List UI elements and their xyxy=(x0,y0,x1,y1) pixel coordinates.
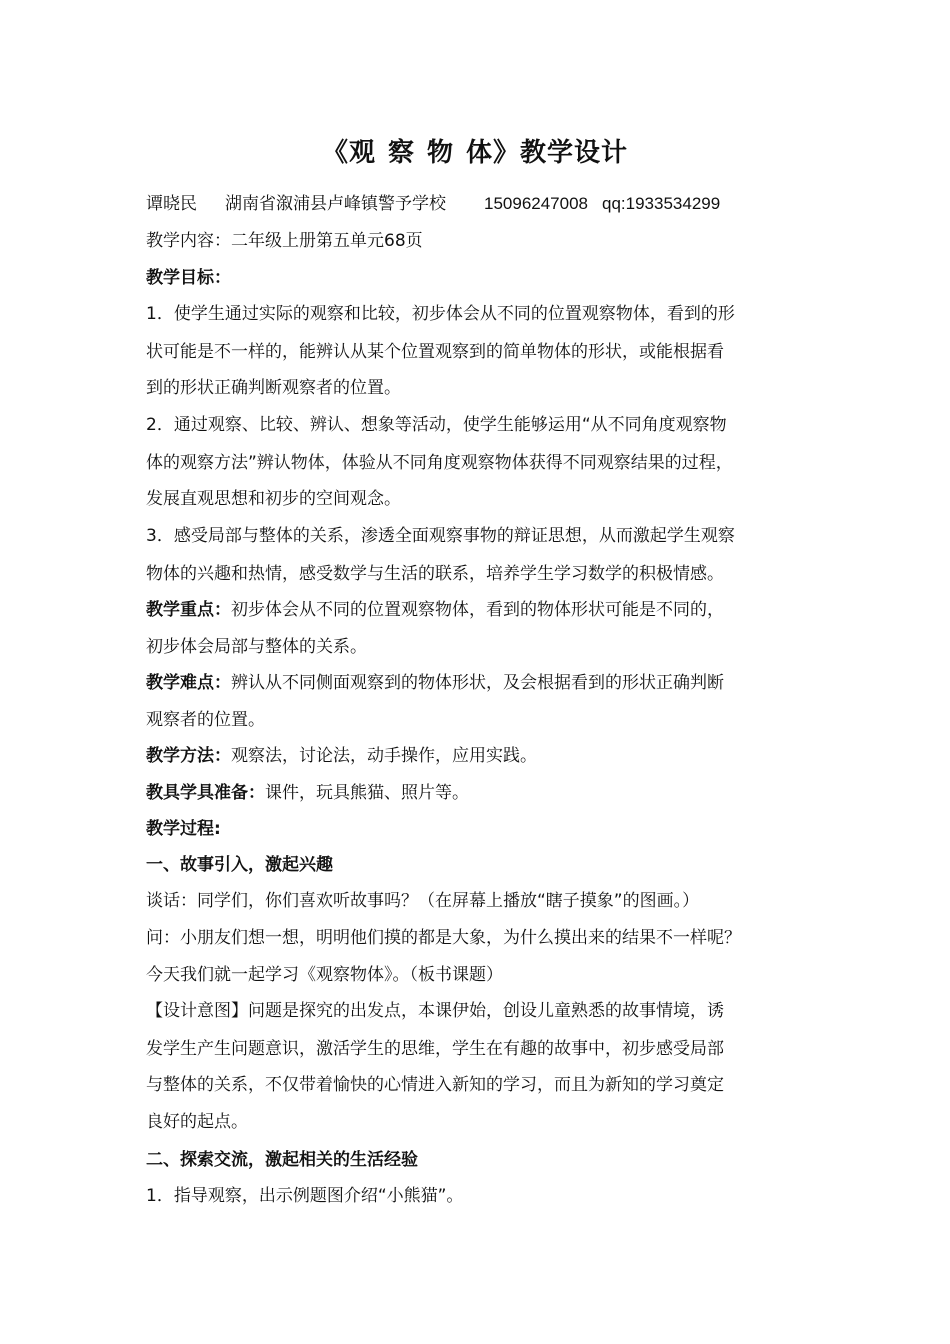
design-intent-line-3: 与整体的关系，不仅带着愉快的心情进入新知的学习，而且为新知的学习奠定 xyxy=(146,1075,724,1095)
key-points-label: 教学重点： xyxy=(146,600,231,620)
design-intent-line-4: 良好的起点。 xyxy=(146,1112,248,1132)
key-points-line xyxy=(146,598,724,622)
section-1-heading: 一、故事引入，激起兴趣 xyxy=(146,855,333,875)
title-part-3: 物 xyxy=(427,138,455,168)
author-school: 湖南省溆浦县卢峰镇警予学校 xyxy=(225,194,446,214)
tools-line xyxy=(146,781,469,805)
objective-line-7: 3．感受局部与整体的关系，渗透全面观察事物的辩证思想，从而激起学生观察 xyxy=(146,526,735,546)
tools-label: 教具学具准备： xyxy=(146,783,265,803)
difficulties-label: 教学难点： xyxy=(146,673,231,693)
content-value: 二年级上册第五单元68页 xyxy=(231,231,423,251)
objective-line-8: 物体的兴趣和热情，感受数学与生活的联系，培养学生学习数学的积极情感。 xyxy=(146,564,724,584)
process-heading: 教学过程: xyxy=(146,819,221,839)
key-points-line-2: 初步体会局部与整体的关系。 xyxy=(146,637,367,657)
author-name: 谭晓民 xyxy=(146,194,197,214)
title-part-1: 《观 xyxy=(321,138,376,168)
content-line xyxy=(146,229,423,253)
objectives-heading: 教学目标： xyxy=(146,268,231,288)
design-intent-line-2: 发学生产生问题意识，激活学生的思维，学生在有趣的故事中，初步感受局部 xyxy=(146,1039,724,1059)
talk-line: 谈话：同学们，你们喜欢听故事吗？（在屏幕上播放“瞎子摸象”的图画。） xyxy=(146,891,700,911)
objective-line-2: 状可能是不一样的，能辨认从某个位置观察到的简单物体的形状，或能根据看 xyxy=(146,342,724,362)
methods-value: 观察法，讨论法，动手操作，应用实践。 xyxy=(231,746,537,766)
objective-line-4: 2．通过观察、比较、辨认、想象等活动，使学生能够运用“从不同角度观察物 xyxy=(146,415,727,435)
document-title xyxy=(0,132,950,169)
methods-label: 教学方法： xyxy=(146,746,231,766)
difficulties-text-1: 辨认从不同侧面观察到的物体形状，及会根据看到的形状正确判断 xyxy=(231,673,724,693)
objective-line-6: 发展直观思想和初步的空间观念。 xyxy=(146,489,401,509)
question-line: 问：小朋友们想一想，明明他们摸的都是大象，为什么摸出来的结果不一样呢？ xyxy=(146,928,741,948)
author-qq: qq:1933534299 xyxy=(602,194,721,213)
section-2-heading: 二、探索交流，激起相关的生活经验 xyxy=(146,1150,418,1170)
key-points-text-1: 初步体会从不同的位置观察物体，看到的物体形状可能是不同的， xyxy=(231,600,724,620)
step-1-line: 1．指导观察，出示例题图介绍“小熊猫”。 xyxy=(146,1186,464,1206)
objective-line-1: 1．使学生通过实际的观察和比较，初步体会从不同的位置观察物体，看到的形 xyxy=(146,304,735,324)
objective-line-3: 到的形状正确判断观察者的位置。 xyxy=(146,378,401,398)
objective-line-5: 体的观察方法”辨认物体，体验从不同角度观察物体获得不同观察结果的过程， xyxy=(146,453,733,473)
today-line: 今天我们就一起学习《观察物体》。（板书课题） xyxy=(146,965,503,985)
title-part-4: 体》教学设计 xyxy=(466,138,629,168)
author-phone: 15096247008 xyxy=(484,194,589,213)
author-line xyxy=(146,192,720,216)
design-intent-line-1: 【设计意图】问题是探究的出发点，本课伊始，创设儿童熟悉的故事情境，诱 xyxy=(146,1001,724,1021)
difficulties-line xyxy=(146,671,724,695)
tools-value: 课件，玩具熊猫、照片等。 xyxy=(265,783,469,803)
difficulties-line-2: 观察者的位置。 xyxy=(146,710,265,730)
title-part-2: 察 xyxy=(387,138,415,168)
content-label: 教学内容： xyxy=(146,231,231,251)
methods-line xyxy=(146,744,537,768)
